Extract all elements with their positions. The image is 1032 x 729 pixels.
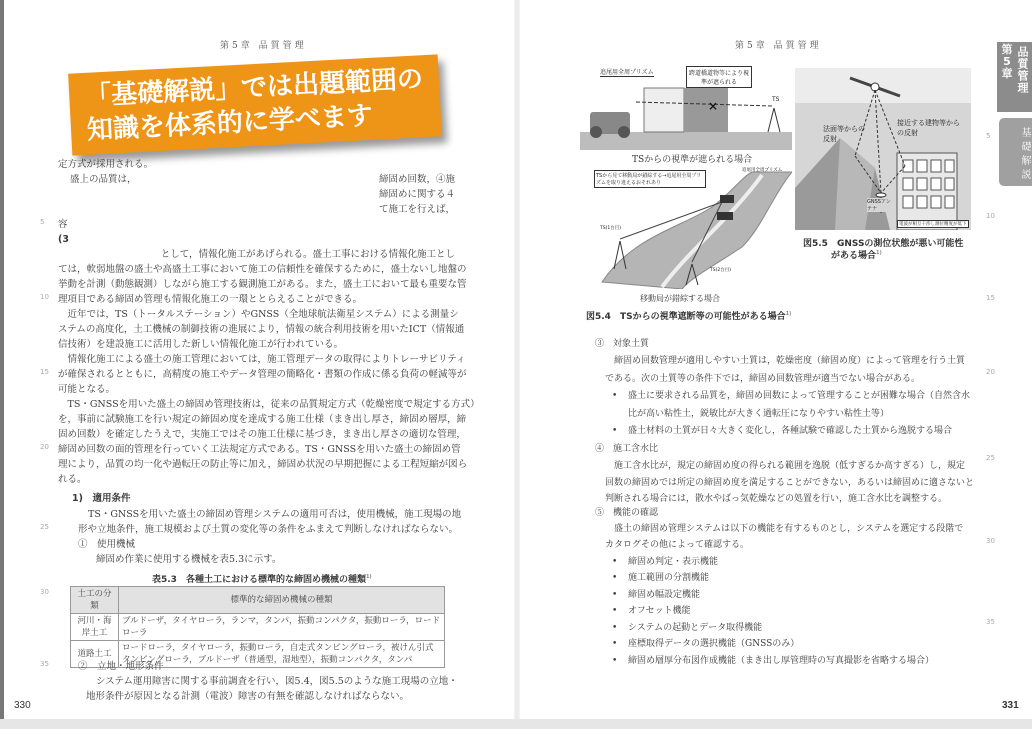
paragraph-line: TS・GNSSを用いた盛土の締固め管理システムの適用可否は，使用機械，施工現場の地 (88, 509, 462, 520)
caption-text: がある場合 (831, 251, 877, 261)
list-item: システムの起動とデータ取得機能 (628, 623, 763, 633)
table-title (152, 571, 372, 587)
fig-label: TSから見て移動局が錯綜する→追尾用全周プリズムを取り違えるおそれあり (594, 170, 706, 188)
bullet-icon: • (612, 639, 618, 649)
figure-5-4-top (580, 60, 792, 150)
right-running-header: 第5章 品質管理 (735, 41, 822, 51)
line-number: 20 (986, 368, 995, 376)
paragraph-line: ては，軟弱地盤の盛土や高盛土工事において施工の信頼性を確保するために，盛土ないし地盤の (58, 264, 467, 275)
paragraph-line: 比が高い粘性土，鋭敏比が大きく過転圧になりやすい粘性土等） (628, 409, 890, 419)
list-item: 締固め判定・表示機能 (628, 557, 719, 567)
paragraph-line: 情報化施工による盛土の施工管理においては，施工管理データの取得によりトレーサビリティ (58, 354, 466, 365)
paragraph-line: 理項目である締固め管理も情報化施工の一環ととらえることができる。 (58, 294, 363, 305)
item-heading: ⑤ 機能の確認 (595, 508, 659, 518)
fig-label: TS(2台目) (710, 268, 731, 273)
table-header: 標準的な締固め機械の種類 (119, 587, 445, 614)
paragraph-line: 近年では，TS（トータルステーション）やGNSS（全地球航法衛星システム）による測量シ (58, 309, 459, 320)
paragraph-line: 締固めに関する４ (378, 189, 455, 200)
table-title-text: 表5.3 各種土工における標準的な締固め機械の種類 (152, 575, 366, 585)
paragraph-line: 固め回数）を確定したうえで，実施工ではその施工仕様に基づき，まき出し厚さの適切な管理， (58, 429, 466, 440)
list-item: 施工範囲の分割機能 (628, 573, 710, 583)
left-running-header: 第5章 品質管理 (220, 41, 307, 51)
paragraph-line: 信技術）を建設施工に活用した新しい情報化施工が行われている。 (58, 339, 344, 350)
table-row (71, 614, 445, 641)
paragraph-line: 可能となる。 (58, 384, 116, 395)
fig-label: 追尾用全周プリズム (742, 168, 783, 173)
line-number: 35 (986, 618, 995, 626)
line-number: 35 (40, 660, 49, 668)
bullet-icon: • (612, 426, 618, 436)
page-bottom-edge (0, 719, 1032, 729)
paragraph-line: 地形条件が原因となる計測（電波）障害の有無を確認しなければならない。 (86, 691, 410, 702)
paragraph-line: 回数の締固めでは所定の締固め度を満足することができない，あるいは締固めに適さないと (605, 478, 975, 488)
line-number: 30 (40, 588, 49, 596)
list-item: 座標取得データの選択機能（GNSSのみ） (628, 639, 800, 649)
item-heading: ④ 施工含水比 (595, 444, 659, 454)
line-number: 25 (986, 454, 995, 462)
list-item: オフセット機能 (628, 606, 691, 616)
paragraph-line: として，情報化施工があげられる。盛土工事における情報化施工とし (160, 249, 455, 260)
chapter-tab-number: 第5章 (1001, 43, 1013, 80)
paragraph-line: 定方式が採用される。 (58, 159, 154, 170)
book-edge (0, 0, 4, 729)
figure-5-4-bottom (592, 167, 792, 289)
paragraph-line: れる。 (58, 474, 87, 485)
fig-label: TS (772, 96, 780, 103)
paragraph-line: 締固め作業に使用する機械を表5.3に示す。 (96, 554, 282, 565)
caption-ref: 1) (876, 250, 882, 256)
table-cell: 道路土工 (71, 641, 119, 668)
figure-5-5 (795, 68, 971, 230)
fig-label: GNSSアンテナ (867, 198, 895, 212)
fig-label: TS(1台目) (600, 226, 621, 231)
chapter-tab[interactable] (997, 42, 1032, 112)
caption-ref: 1) (785, 311, 792, 317)
section-heading: 1) 適用条件 (72, 493, 131, 504)
paragraph-line: 容 (58, 219, 68, 230)
banner-line: 知識を体系的に学べます (86, 100, 374, 146)
paragraph-line: 判断される場合には，散水やばっ気乾燥などの処置を行い，施工含水比を調整する。 (605, 494, 948, 504)
paragraph-line: 盛土の締固め管理システムは以下の機能を有するものとし，システムを選定する段階で (614, 524, 964, 534)
machine-table (70, 586, 445, 668)
paragraph-line: (3 (58, 234, 69, 245)
table-cell: ブルドーザ，タイヤローラ，ランマ，タンパ，振動コンパクタ，振動ローラ，ロードローラ (119, 614, 445, 641)
bullet-icon: • (612, 623, 618, 633)
line-number: 15 (40, 368, 49, 376)
fig-label: 電波が相互干渉し測位精度が低下 (899, 222, 967, 227)
paragraph-line: システム運用障害に関する事前調査を行い，図5.4，図5.5のような施工現場の立地・ (96, 676, 458, 687)
paragraph-line: を，事前に試験施工を行い規定の締固め度を達成する施工仕様（まき出し厚さ，締固め層厚，締 (58, 414, 467, 425)
item-heading: ① 使用機械 (78, 539, 136, 550)
fig-label: 接近する建物等からの反射 (897, 119, 960, 137)
list-item: 締固め幅設定機能 (628, 590, 701, 600)
fig-subcaption: TSからの視準が遮られる場合 (632, 155, 753, 165)
line-number: 20 (40, 443, 49, 451)
paragraph-line: 挙動を計測（動態観測）しながら施工する観測施工がある。また，盛土工において最も重要な管 (58, 279, 467, 290)
line-number: 10 (986, 212, 995, 220)
paragraph-line: 盛上の品質は， (70, 174, 137, 185)
line-number: 25 (40, 523, 49, 531)
caption-text: 図5.4 TSからの視準遮断等の可能性がある場合 (586, 312, 786, 322)
chapter-tab-title: 品質管理 (1016, 46, 1029, 94)
figure-5-5-caption: 図5.5 GNSSの測位状態が悪い可能性 (803, 239, 964, 249)
paragraph-line: 理により，品質の均一化や過転圧の防止等に加え，締固め状況の早期把握による工程短縮が図ら (58, 459, 468, 470)
banner-line: 「基礎解説」では出題範囲の (84, 64, 424, 112)
list-item: 盛土材料の土質が日々大きく変化し，各種試験で確認した土質から逸脱する場合 (628, 426, 953, 436)
line-number: 10 (40, 293, 49, 301)
figure-5-4-caption (586, 309, 791, 322)
page-number-left: 330 (14, 700, 31, 711)
table-cell: 河川・海岸土工 (71, 614, 119, 641)
figure-5-5-caption-cont (831, 248, 882, 261)
bullet-icon: • (612, 557, 618, 567)
fig-subcaption: 移動局が錯綜する場合 (640, 294, 720, 303)
fig-label: 追尾用全周プリズム (600, 69, 654, 76)
paragraph-line: 締固め回数管理が適用しやすい土質は，乾燥密度（締固め度）によって管理を行う土質 (614, 356, 966, 366)
promo-banner (68, 54, 442, 155)
bullet-icon: • (612, 606, 618, 616)
fig-label: 法面等からの反射 (823, 125, 865, 143)
section-tab-kiso[interactable]: 基礎解説 (999, 118, 1032, 186)
bullet-icon: • (612, 573, 618, 583)
paragraph-line: カタログその他によって確認する。 (605, 540, 750, 550)
bullet-icon: • (612, 590, 618, 600)
fig-label: 跨道橋道物等により視準が遮られる (686, 66, 752, 88)
paragraph-line: ステムの高度化，土工機械の制御技術の進展により，情報の統合利用技術を用いたICT（情報通 (58, 324, 465, 335)
paragraph-line: 締固め回数の面的管理を行っていく工法規定方式である。TS・GNSSを用いた盛土の締固め管 (58, 444, 461, 455)
svg-text:×: × (708, 99, 719, 113)
item-heading: ③ 対象土質 (595, 339, 650, 349)
table-header-row (71, 587, 445, 614)
table-header: 土工の分類 (71, 587, 119, 614)
line-number: 15 (986, 294, 995, 302)
table-ref: 1) (365, 574, 372, 580)
bullet-icon: • (612, 656, 618, 666)
paragraph-line: 施工含水比が，規定の締固め度の得られる範囲を逸脱（低すぎるか高すぎる）し，規定 (614, 461, 966, 471)
paragraph-line: TS・GNSSを用いた盛土の締固め管理技術は，従来の品質規定方式（乾燥密度で規定する方式） (58, 399, 480, 410)
item-heading: ② 立地・地形条件 (78, 661, 164, 672)
paragraph-line: である。次の土質等の条件下では，締固め回数管理が適当でない場合がある。 (605, 374, 921, 384)
bullet-icon: • (612, 391, 618, 401)
paragraph-line: て施工を行えば， (378, 204, 455, 215)
line-number: 30 (986, 537, 995, 545)
paragraph-line: 形や立地条件，施工規模および土質の変化等の条件をふまえて判断しなければならない。 (78, 524, 459, 535)
book-gutter (514, 0, 520, 729)
paragraph-line: 締固め回数，④施 (378, 174, 455, 185)
line-number: 5 (986, 132, 991, 140)
page-number-right: 331 (1002, 700, 1019, 711)
list-item: 締固め層厚分布図作成機能（まき出し厚管理時の写真撮影を省略する場合） (628, 656, 935, 666)
list-item: 盛土に要求される品質を，締固め回数によって管理することが困難な場合（自然含水 (628, 391, 971, 401)
paragraph-line: が確保されるとともに，高精度の施工やデータ管理の簡略化・書類の作成に係る負荷の軽減等が (58, 369, 467, 380)
table-cell: ロードローラ，タイヤローラ，振動ローラ，自走式タンピングローラ，被けん引式タンピングローラ，ブルドーザ（普通型，湿地型），振動コンパクタ，タンパ (119, 641, 445, 668)
line-number: 5 (40, 218, 45, 226)
